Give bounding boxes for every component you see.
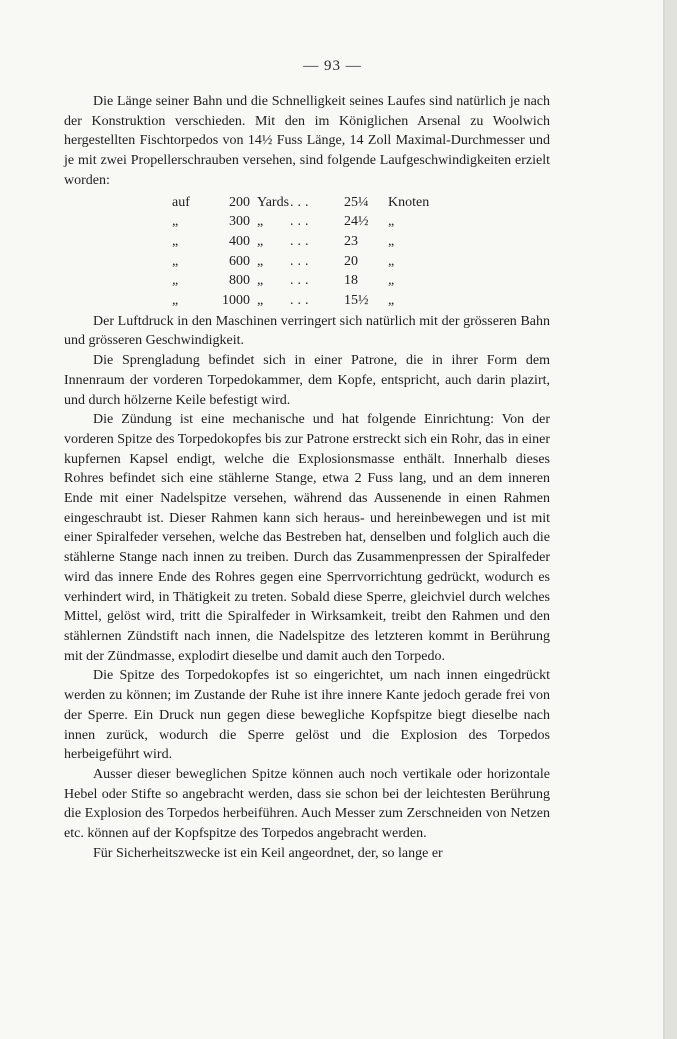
table-cell-knots: 24½ (344, 214, 369, 230)
table-cell-knots: 20 (344, 253, 358, 269)
table-cell-unit: „ (257, 253, 264, 269)
table-row (172, 193, 429, 213)
paragraph: Die Länge seiner Bahn und die Schnelligkeit seines Laufes sind natürlich je nach der Konstruktion verschieden. Mit den im Königlichen Arsenal zu Woolwich hergestellten Fischtorpedos von 14½ Fuss Länge, 14 Zoll Maximal-Durchmesser und je mit zwei Propellerschrauben versehen, sind folgende Laufgeschwindigkeiten erzielt worden: (64, 94, 550, 188)
table-cell-dots: ... (290, 233, 313, 249)
table-cell-unit2: Knoten (388, 194, 430, 210)
table-cell-yards: 600 (229, 253, 250, 269)
table-cell-unit: „ (257, 214, 264, 230)
table-cell-knots: 15½ (344, 293, 369, 309)
table-cell-dots: ... (290, 273, 313, 289)
table-cell-unit2: „ (388, 233, 395, 249)
table-row (172, 252, 429, 272)
paragraph: Die Zündung ist eine mechanische und hat folgende Einrichtung: Von der vorderen Spitze des Torpedokopfes bis zur Patrone erstreckt sich ein Rohr, das in einer kupfernen Kapsel endigt, welche die Explosionsmasse enthält. Innerhalb dieses Rohres befindet sich eine stählerne Stange, etwa 2 Fuss lang, und an dem inneren Ende mit einer Nadelspitze versehen, während das Aussenende in einen Rahmen eingeschraubt ist. Dieser Rahmen kann sich heraus- und hereinbewegen und ist mit einer Spiralfeder versehen, welche das Bestreben hat, denselben und folglich auch die stählerne Stange nach innen zu treiben. Durch das Zusammenpressen der Spiralfeder wird das innere Ende des Rohres gegen eine Sperrvorrichtung gedrückt, wodurch es verhindert wird, in Thätigkeit zu treten. Sobald diese Sperre, gleichviel durch welches Mittel, gelöst wird, tritt die Spiralfeder in Wirksamkeit, treibt den Rahmen und den stählernen Zündstift nach innen, die Nadelspitze des letzteren kommt in Berührung mit der Zündmasse, explodirt dieselbe und damit auch den Torpedo. (64, 412, 550, 664)
table-cell-prep: „ (172, 233, 179, 249)
table-row (172, 291, 429, 311)
page-edge (665, 0, 677, 1039)
page-body (64, 92, 550, 863)
table-cell-knots: 23 (344, 233, 358, 249)
table-cell-prep: „ (172, 253, 179, 269)
speed-table (172, 193, 429, 311)
page-number: — 93 — (303, 58, 362, 74)
table-cell-unit2: „ (388, 253, 395, 269)
table-row (172, 232, 429, 252)
table-cell-unit2: „ (388, 293, 395, 309)
table-cell-dots: ... (290, 293, 313, 309)
table-cell-yards: 1000 (222, 293, 250, 309)
table-cell-yards: 800 (229, 273, 250, 289)
table-cell-knots: 18 (344, 273, 358, 289)
table-cell-unit2: „ (388, 214, 395, 230)
table-cell-yards: 200 (229, 194, 250, 210)
table-row (172, 212, 429, 232)
table-cell-unit: „ (257, 273, 264, 289)
table-cell-dots: ... (290, 194, 313, 210)
table-cell-unit: Yards (257, 194, 290, 210)
table-cell-prep: „ (172, 273, 179, 289)
paragraph: Die Spitze des Torpedokopfes ist so eingerichtet, um nach innen eingedrückt werden zu können; im Zustande der Ruhe ist ihre innere Kante jedoch gerade frei von der Sperre. Ein Druck nun gegen diese bewegliche Kopfspitze biegt dieselbe nach innen zurück, wodurch die Sperre gelöst und die Explosion des Torpedos herbeigeführt wird. (64, 668, 550, 763)
table-cell-prep: „ (172, 214, 179, 230)
paragraph: Ausser dieser beweglichen Spitze können auch noch vertikale oder horizontale Hebel oder Stifte so angebracht werden, dass sie schon bei der leichtesten Berührung die Explosion des Torpedos herbeiführen. Auch Messer zum Zerschneiden von Netzen etc. können auf der Kopfspitze des Torpedos angebracht werden. (64, 766, 550, 842)
table-cell-knots: 25¼ (344, 194, 369, 210)
table-cell-unit2: „ (388, 273, 395, 289)
paragraph: Für Sicherheitszwecke ist ein Keil angeordnet, der, so lange er (93, 845, 443, 861)
table-cell-prep: „ (172, 293, 179, 309)
table-cell-dots: ... (290, 253, 313, 269)
table-cell-yards: 400 (229, 233, 250, 249)
table-cell-unit: „ (257, 233, 264, 249)
table-cell-prep: auf (172, 194, 190, 210)
paragraph: Die Sprengladung befindet sich in einer Patrone, die in ihrer Form dem Innenraum der vorderen Torpedokammer, dem Kopfe, entspricht, auch darin plazirt, und durch hölzerne Keile befestigt wird. (64, 353, 550, 408)
table-row (172, 271, 429, 291)
paragraph: Der Luftdruck in den Maschinen verringert sich natürlich mit der grösseren Bahn und grösseren Geschwindigkeit. (64, 313, 550, 349)
table-cell-dots: ... (290, 214, 313, 230)
table-cell-unit: „ (257, 293, 264, 309)
table-cell-yards: 300 (229, 214, 250, 230)
